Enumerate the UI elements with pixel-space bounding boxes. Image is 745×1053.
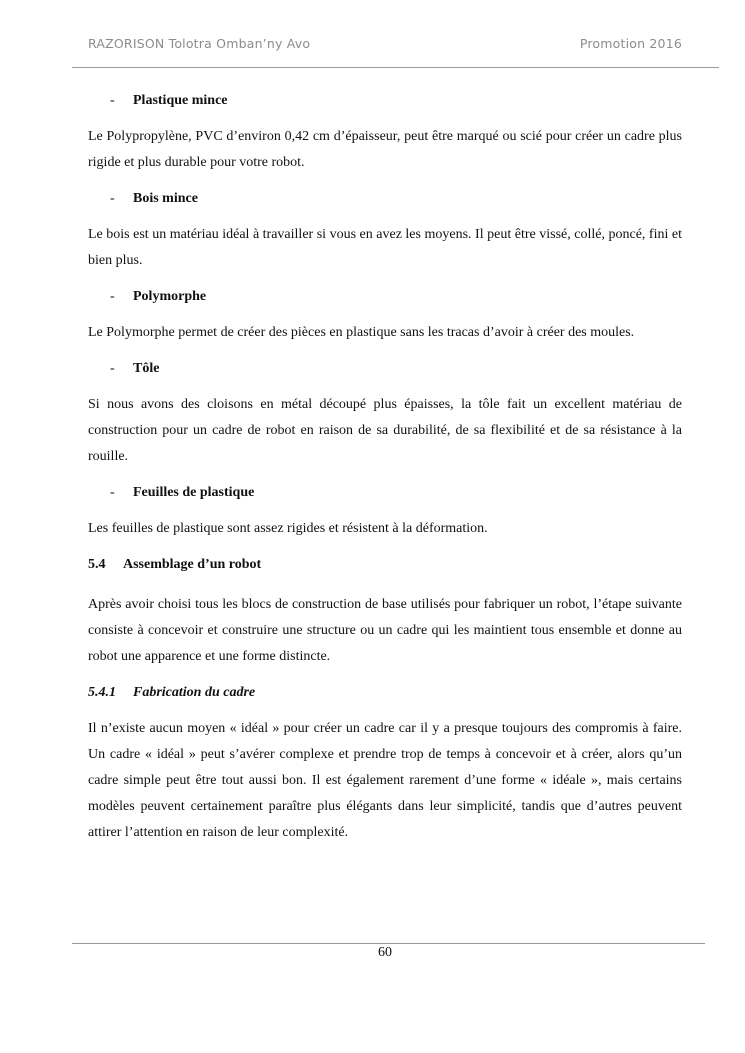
header-author: RAZORISON Tolotra Omban’ny Avo [88,36,311,51]
bullet-title: Tôle [133,361,160,376]
section-title: Assemblage d’un robot [123,557,262,572]
paragraph-feuilles-plastique: Les feuilles de plastique sont assez rigides et résistent à la déformation. [88,521,488,536]
bullet-title: Feuilles de plastique [133,485,255,500]
bullet-dash: - [110,289,115,304]
section-number: 5.4 [88,557,106,572]
bullet-title: Polymorphe [133,289,207,304]
paragraph-fabrication-cadre: Il n’existe aucun moyen « idéal » pour créer un cadre car il y a presque toujours des compromis à faire. Un cadre « idéal » peut s’avérer complexe et prendre trop de temps à concevoir et à créer, alors qu’un cadre simple peut être tout aussi bon. Il est également rarement d’une forme « idéale », mais certains modèles peuvent certainement paraître plus élégants dans leur simplicité, tandis que d’autres peuvent attirer l’attention en raison de leur complexité. [88,721,682,840]
paragraph-bois-mince: Le bois est un matériau idéal à travailler si vous en avez les moyens. Il peut être vissé, collé, poncé, fini et bien plus. [88,227,682,268]
subsection-heading-5-4-1 [88,680,682,706]
page-header [88,36,682,56]
footer-divider [72,943,705,944]
bullet-title: Bois mince [133,191,198,206]
section-heading-5-4 [88,552,682,578]
header-divider [72,67,719,68]
bullet-polymorphe [88,284,682,310]
paragraph-polymorphe: Le Polymorphe permet de créer des pièces en plastique sans les tracas d’avoir à créer des moules. [88,325,635,340]
subsection-title: Fabrication du cadre [133,685,256,700]
paragraph-plastique-mince: Le Polypropylène, PVC d’environ 0,42 cm d’épaisseur, peut être marqué ou scié pour créer un cadre plus rigide et plus durable pour votre robot. [88,129,682,170]
bullet-dash: - [110,93,115,108]
bullet-feuilles-plastique [88,480,682,506]
paragraph-tole: Si nous avons des cloisons en métal découpé plus épaisses, la tôle fait un excellent matériau de construction pour un cadre de robot en raison de sa durabilité, de sa flexibilité et de sa résistance à la rouille. [88,397,682,464]
bullet-bois-mince [88,186,682,212]
bullet-dash: - [110,191,115,206]
subsection-number: 5.4.1 [88,685,116,700]
bullet-title: Plastique mince [133,93,228,108]
bullet-plastique-mince [88,88,682,114]
paragraph-assemblage: Après avoir choisi tous les blocs de construction de base utilisés pour fabriquer un robot, l’étape suivante consiste à concevoir et construire une structure ou un cadre qui les maintient tous ensemble et donne au robot une apparence et une forme distincte. [88,597,682,664]
bullet-dash: - [110,361,115,376]
bullet-dash: - [110,485,115,500]
bullet-tole [88,356,682,382]
header-promotion: Promotion 2016 [579,36,682,51]
page-body [88,88,682,856]
page-number: 60 [378,945,392,960]
